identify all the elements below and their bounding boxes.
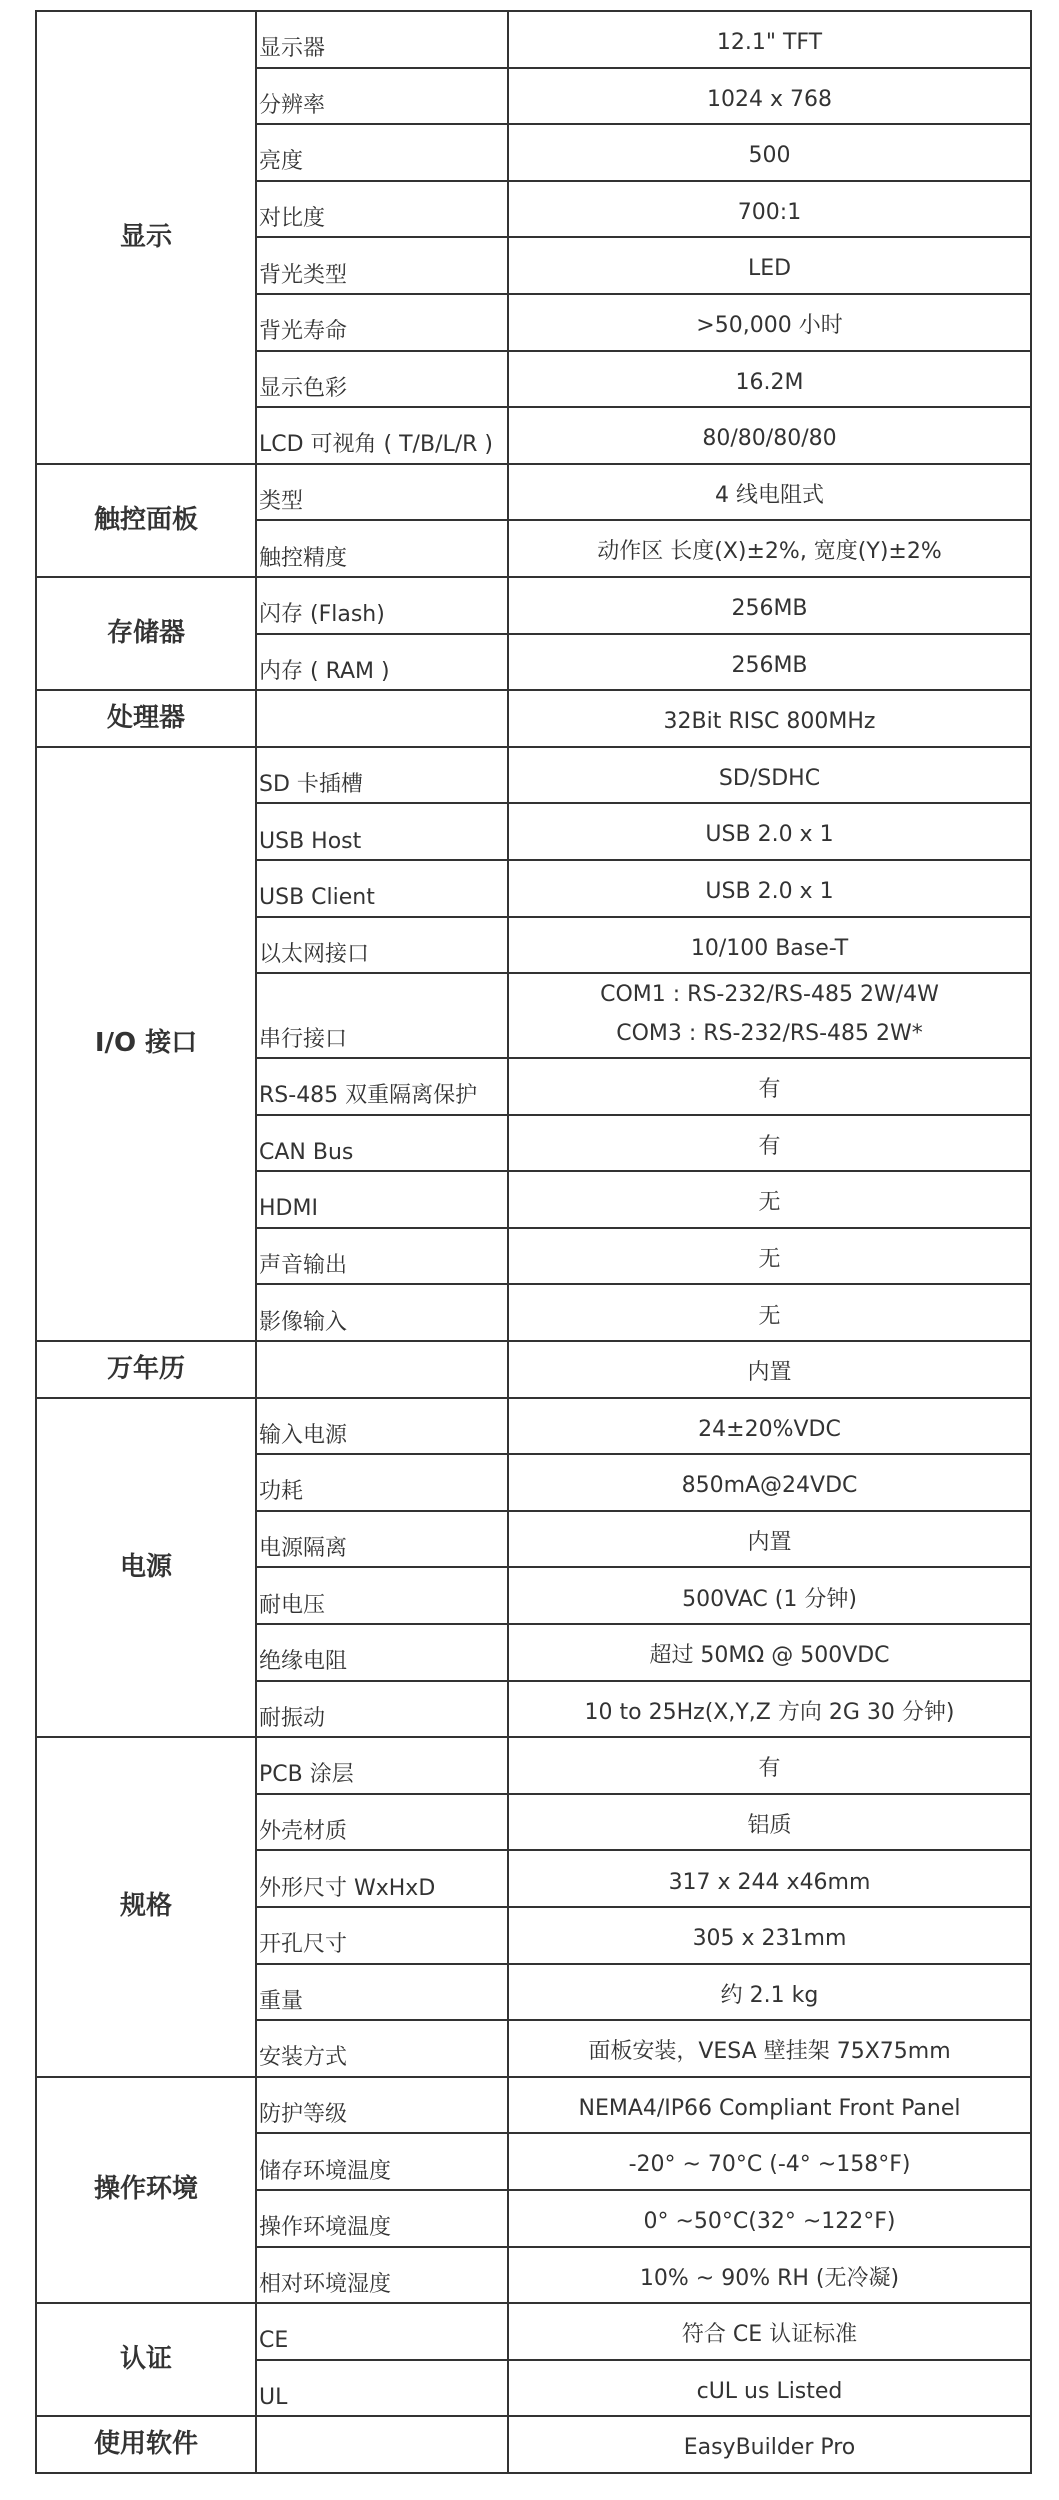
spec-item-label: PCB 涂层 bbox=[256, 1737, 508, 1794]
spec-item-value bbox=[508, 803, 1031, 860]
spec-value-line: 无 bbox=[758, 1303, 781, 1329]
spec-item-value bbox=[508, 1228, 1031, 1285]
spec-value-line: 500VAC (1 分钟) bbox=[682, 1586, 857, 1612]
spec-item-label: HDMI bbox=[256, 1171, 508, 1228]
spec-category: 规格 bbox=[36, 1737, 256, 2077]
spec-item-value bbox=[508, 464, 1031, 521]
spec-item-label: 背光类型 bbox=[256, 237, 508, 294]
spec-value-line: EasyBuilder Pro bbox=[683, 2435, 856, 2461]
spec-item-label: 耐振动 bbox=[256, 1681, 508, 1738]
spec-value-line: 铝质 bbox=[747, 1812, 792, 1838]
spec-value-line: 无 bbox=[758, 1246, 781, 1272]
spec-item-value bbox=[508, 1058, 1031, 1115]
spec-value-line: 850mA@24VDC bbox=[681, 1473, 858, 1499]
spec-category: 认证 bbox=[36, 2303, 256, 2416]
spec-value-line: -20° ~ 70°C (-4° ~158°F) bbox=[628, 2152, 911, 2178]
spec-item-value bbox=[508, 2247, 1031, 2304]
spec-value-line: COM3 : RS-232/RS-485 2W* bbox=[616, 1020, 923, 1046]
spec-item-value bbox=[508, 124, 1031, 181]
spec-item-value bbox=[508, 2190, 1031, 2247]
spec-row bbox=[36, 690, 1031, 747]
spec-value-line: 超过 50MΩ @ 500VDC bbox=[649, 1643, 890, 1669]
spec-item-value bbox=[508, 1681, 1031, 1738]
spec-item-label: 声音输出 bbox=[256, 1228, 508, 1285]
spec-item-label: USB Client bbox=[256, 860, 508, 917]
spec-value-line: >50,000 小时 bbox=[696, 313, 843, 339]
spec-row bbox=[36, 2077, 1031, 2134]
spec-item-label: 开孔尺寸 bbox=[256, 1907, 508, 1964]
spec-value-line: 面板安装，VESA 壁挂架 75X75mm bbox=[588, 2039, 951, 2065]
spec-item-label: 内存 ( RAM ) bbox=[256, 634, 508, 691]
spec-item-label bbox=[256, 1341, 508, 1398]
spec-value-line: 256MB bbox=[731, 596, 808, 622]
spec-item-label: 显示色彩 bbox=[256, 351, 508, 408]
spec-item-label bbox=[256, 2416, 508, 2473]
spec-value-line: 4 线电阻式 bbox=[715, 482, 824, 508]
spec-item-label: 以太网接口 bbox=[256, 917, 508, 974]
spec-value-line: cUL us Listed bbox=[696, 2378, 843, 2404]
spec-row bbox=[36, 464, 1031, 521]
spec-table-body bbox=[36, 11, 1031, 2473]
spec-value-line: 700:1 bbox=[737, 199, 802, 225]
spec-category: 存储器 bbox=[36, 577, 256, 690]
spec-item-value bbox=[508, 11, 1031, 68]
spec-item-value bbox=[508, 520, 1031, 577]
spec-item-value bbox=[508, 1454, 1031, 1511]
spec-item-label: 输入电源 bbox=[256, 1398, 508, 1455]
spec-item-label: 类型 bbox=[256, 464, 508, 521]
spec-value-line: 10/100 Base-T bbox=[690, 935, 849, 961]
spec-item-value bbox=[508, 747, 1031, 804]
spec-item-value bbox=[508, 634, 1031, 691]
spec-row bbox=[36, 11, 1031, 68]
spec-category: 使用软件 bbox=[36, 2416, 256, 2473]
spec-item-value bbox=[508, 1284, 1031, 1341]
spec-item-label: 背光寿命 bbox=[256, 294, 508, 351]
spec-item-label: CAN Bus bbox=[256, 1115, 508, 1172]
spec-item-label: 操作环境温度 bbox=[256, 2190, 508, 2247]
spec-item-label: CE bbox=[256, 2303, 508, 2360]
spec-item-value bbox=[508, 294, 1031, 351]
spec-item-value bbox=[508, 1850, 1031, 1907]
spec-item-value bbox=[508, 2133, 1031, 2190]
spec-item-value bbox=[508, 407, 1031, 464]
spec-value-line: 32Bit RISC 800MHz bbox=[663, 709, 876, 735]
spec-item-value bbox=[508, 1398, 1031, 1455]
spec-value-line: COM1 : RS-232/RS-485 2W/4W bbox=[600, 982, 939, 1008]
spec-item-label: 外形尺寸 WxHxD bbox=[256, 1850, 508, 1907]
spec-value-line: USB 2.0 x 1 bbox=[705, 879, 834, 904]
spec-item-label: 亮度 bbox=[256, 124, 508, 181]
spec-item-value bbox=[508, 68, 1031, 125]
spec-value-line: 1024 x 768 bbox=[707, 86, 832, 112]
spec-item-value bbox=[508, 1794, 1031, 1851]
spec-item-value bbox=[508, 1115, 1031, 1172]
spec-value-line: 有 bbox=[758, 1756, 781, 1782]
spec-item-value bbox=[508, 2077, 1031, 2134]
spec-item-value bbox=[508, 1341, 1031, 1398]
spec-item-label: 触控精度 bbox=[256, 520, 508, 577]
spec-row bbox=[36, 2416, 1031, 2473]
spec-value-line: 有 bbox=[758, 1077, 781, 1103]
spec-item-value bbox=[508, 860, 1031, 917]
spec-item-label: 串行接口 bbox=[256, 973, 508, 1058]
spec-value-line: 内置 bbox=[747, 1529, 792, 1555]
spec-row bbox=[36, 577, 1031, 634]
spec-value-line: USB 2.0 x 1 bbox=[705, 822, 834, 848]
spec-value-line: 约 2.1 kg bbox=[720, 1982, 819, 2008]
spec-value-line: NEMA4/IP66 Compliant Front Panel bbox=[578, 2095, 961, 2121]
spec-item-label: 耐电压 bbox=[256, 1567, 508, 1624]
spec-value-line: 0° ~50°C(32° ~122°F) bbox=[643, 2209, 896, 2235]
spec-value-line: 305 x 231mm bbox=[692, 1926, 847, 1952]
spec-item-value bbox=[508, 1511, 1031, 1568]
spec-item-label: 防护等级 bbox=[256, 2077, 508, 2134]
spec-item-value bbox=[508, 973, 1031, 1058]
spec-item-value bbox=[508, 2360, 1031, 2417]
spec-item-label: 显示器 bbox=[256, 11, 508, 68]
spec-item-value bbox=[508, 1964, 1031, 2021]
spec-item-label: 对比度 bbox=[256, 181, 508, 238]
spec-value-line: 动作区 长度(X)±2%, 宽度(Y)±2% bbox=[597, 539, 942, 565]
spec-row bbox=[36, 1737, 1031, 1794]
spec-category: 万年历 bbox=[36, 1341, 256, 1398]
spec-item-value bbox=[508, 351, 1031, 408]
spec-value-line: LED bbox=[747, 256, 792, 282]
spec-item-label: LCD 可视角 ( T/B/L/R ) bbox=[256, 407, 508, 464]
spec-item-label: RS-485 双重隔离保护 bbox=[256, 1058, 508, 1115]
spec-category: I/O 接口 bbox=[36, 747, 256, 1341]
spec-item-value bbox=[508, 1737, 1031, 1794]
spec-category: 操作环境 bbox=[36, 2077, 256, 2303]
spec-row bbox=[36, 2303, 1031, 2360]
spec-item-label: 安装方式 bbox=[256, 2020, 508, 2077]
spec-category: 处理器 bbox=[36, 690, 256, 747]
spec-item-label: 影像输入 bbox=[256, 1284, 508, 1341]
spec-item-value bbox=[508, 1567, 1031, 1624]
spec-item-label: 重量 bbox=[256, 1964, 508, 2021]
spec-table bbox=[35, 10, 1032, 2474]
spec-item-value bbox=[508, 1171, 1031, 1228]
spec-row bbox=[36, 747, 1031, 804]
spec-value-line: 10% ~ 90% RH (无冷凝) bbox=[639, 2265, 900, 2291]
spec-item-label: 相对环境湿度 bbox=[256, 2247, 508, 2304]
spec-value-line: 500 bbox=[748, 143, 791, 169]
spec-value-line: 24±20%VDC bbox=[698, 1416, 841, 1442]
spec-row bbox=[36, 1341, 1031, 1398]
spec-value-line: 317 x 244 x46mm bbox=[668, 1869, 871, 1895]
spec-item-value bbox=[508, 577, 1031, 634]
spec-value-line: 10 to 25Hz(X,Y,Z 方向 2G 30 分钟) bbox=[584, 1699, 955, 1725]
spec-item-label: 储存环境温度 bbox=[256, 2133, 508, 2190]
spec-item-label: 电源隔离 bbox=[256, 1511, 508, 1568]
spec-value-line: 16.2M bbox=[735, 369, 804, 395]
spec-item-value bbox=[508, 1624, 1031, 1681]
spec-item-value bbox=[508, 2416, 1031, 2473]
spec-item-value bbox=[508, 181, 1031, 238]
spec-item-value bbox=[508, 917, 1031, 974]
spec-item-label: USB Host bbox=[256, 803, 508, 860]
spec-row bbox=[36, 1398, 1031, 1455]
spec-value-line: 12.1" TFT bbox=[716, 30, 823, 56]
spec-item-value bbox=[508, 690, 1031, 747]
spec-category: 触控面板 bbox=[36, 464, 256, 577]
spec-item-label: 外壳材质 bbox=[256, 1794, 508, 1851]
spec-item-value bbox=[508, 237, 1031, 294]
spec-item-label: 闪存 (Flash) bbox=[256, 577, 508, 634]
spec-value-line: 有 bbox=[758, 1133, 781, 1159]
spec-value-line: SD/SDHC bbox=[718, 765, 821, 791]
spec-item-label: 分辨率 bbox=[256, 68, 508, 125]
spec-item-label bbox=[256, 690, 508, 747]
spec-category: 显示 bbox=[36, 11, 256, 464]
spec-item-value bbox=[508, 2020, 1031, 2077]
spec-item-value bbox=[508, 1907, 1031, 1964]
spec-value-line: 80/80/80/80 bbox=[702, 426, 837, 452]
spec-value-line: 256MB bbox=[731, 652, 808, 678]
spec-item-label: 绝缘电阻 bbox=[256, 1624, 508, 1681]
spec-value-line: 符合 CE 认证标准 bbox=[681, 2322, 858, 2348]
spec-item-value bbox=[508, 2303, 1031, 2360]
spec-item-label: UL bbox=[256, 2360, 508, 2417]
spec-item-label: 功耗 bbox=[256, 1454, 508, 1511]
spec-item-label: SD 卡插槽 bbox=[256, 747, 508, 804]
spec-value-line: 内置 bbox=[747, 1360, 792, 1386]
spec-category: 电源 bbox=[36, 1398, 256, 1738]
spec-value-line: 无 bbox=[758, 1190, 781, 1216]
